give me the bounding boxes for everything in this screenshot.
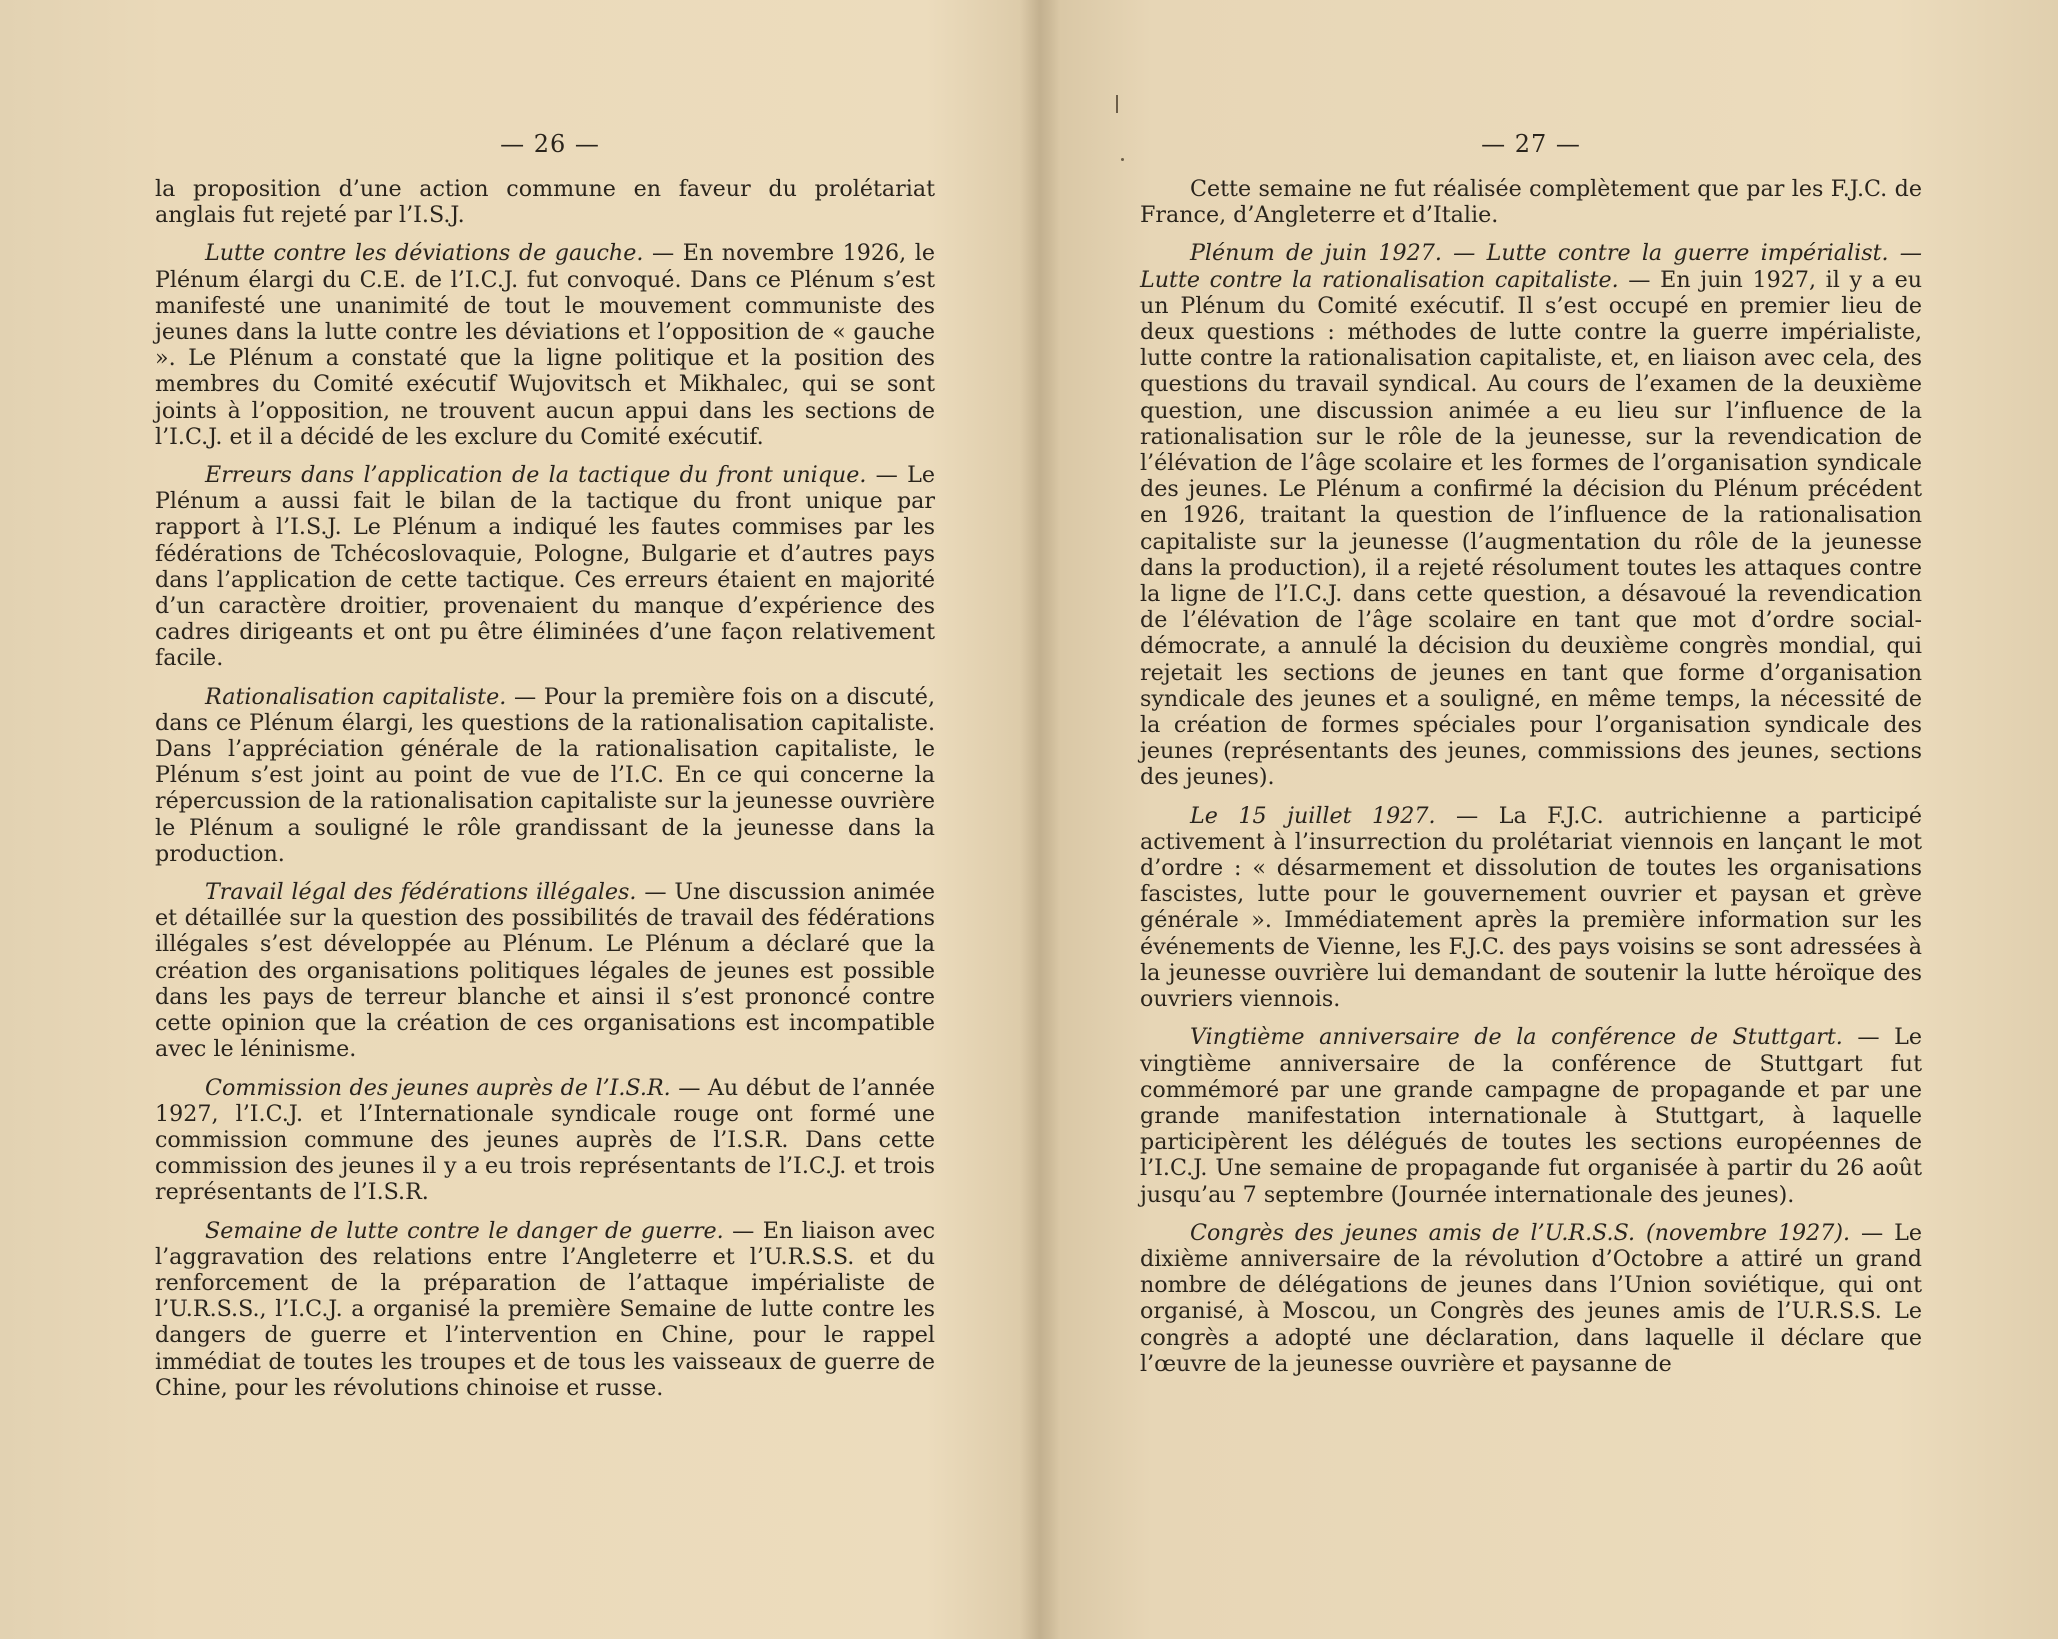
- paragraph: [155, 176, 935, 228]
- paragraph: [155, 1218, 935, 1401]
- book-gutter: [1020, 0, 1060, 1639]
- paragraph: [155, 462, 935, 672]
- paragraph-text: Cette semaine ne fut réalisée complètement que par les F.J.C. de France, d’Angleterre et d’Italie.: [1140, 176, 1922, 229]
- paragraph: [1140, 240, 1922, 790]
- paragraph: [155, 879, 935, 1062]
- dot-mark: [1121, 158, 1124, 161]
- paragraph-text: — Au début de l’année 1927, l’I.C.J. et l’Internationale syndicale rouge ont formé une commission commune des jeunes auprès de l’I.S.R. Dans cette commission des jeunes il y a eu trois représentants de l’I.C.J. et trois représentants de l’I.S.R.: [155, 1074, 936, 1206]
- paragraph-text: — En liaison avec l’aggravation des relations entre l’Angleterre et l’U.R.S.S. et du renforcement de la préparation de l’attaque impérialiste de l’U.R.S.S., l’I.C.J. a organisé la première Semaine de lutte contre les dangers de guerre et l’intervention en Chine, pour le rappel immédiat de toutes les troupes et de tous les vaisseaux de guerre de Chine, pour les révolutions chinoise et russe.: [155, 1217, 935, 1401]
- paragraph-heading: Erreurs dans l’application de la tactique du front unique.: [205, 462, 867, 489]
- paragraph-heading: Commission des jeunes auprès de l’I.S.R.: [205, 1074, 671, 1101]
- page-left: [155, 130, 935, 1413]
- paragraph: [155, 1075, 935, 1206]
- paragraph-text: — Le Plénum a aussi fait le bilan de la tactique du front unique par rapport à l’I.S.J. Le Plénum a indiqué les fautes commises par les fédérations de Tchécoslovaquie, Pologne, Bulgarie et d’autres pays dans l’application de cette tactique. Ces erreurs étaient en majorité d’un caractère droitier, provenaient du manque d’expérience des cadres dirigeants et ont pu être éliminées d’une façon relativement facile.: [155, 462, 935, 672]
- paragraph-text: — En novembre 1926, le Plénum élargi du C.E. de l’I.C.J. fut convoqué. Dans ce Plénum s’est manifesté une unanimité de tout le mouvement communiste des jeunes dans la lutte contre les déviations et l’opposition de « gauche ». Le Plénum a constaté que la ligne politique et la position des membres du Comité exécutif Wujovitsch et Mikhalec, qui se sont joints à l’opposition, ne trouvent aucun appui dans les sections de l’I.C.J. et il a décidé de les exclure du Comité exécutif.: [155, 240, 935, 450]
- paragraph-text: — Le vingtième anniversaire de la conférence de Stuttgart fut commémoré par une grande campagne de propagande et par une grande manifestation internationale à Stuttgart, à laquelle participèrent les délégués de toutes les sections européennes de l’I.C.J. Une semaine de propagande fut organisée à partir du 26 août jusqu’au 7 septembre (Journée internationale des jeunes).: [1140, 1024, 1922, 1208]
- paragraph-heading: Vingtième anniversaire de la conférence de Stuttgart.: [1190, 1024, 1843, 1051]
- paragraph: [155, 684, 935, 867]
- paragraph: [1140, 176, 1922, 228]
- paragraph-text: — Le dixième anniversaire de la révolution d’Octobre a attiré un grand nombre de délégations de jeunes dans l’Union soviétique, qui ont organisé, à Moscou, un Congrès des jeunes amis de l’U.R.S.S. Le congrès a adopté une déclaration, dans laquelle il déclare que l’œuvre de la jeunesse ouvrière et paysanne de: [1140, 1219, 1922, 1377]
- paragraph-heading: Rationalisation capitaliste.: [205, 683, 507, 710]
- paragraph-heading: Congrès des jeunes amis de l’U.R.S.S. (novembre 1927).: [1190, 1219, 1851, 1246]
- paragraph-text: — Une discussion animée et détaillée sur la question des possibilités de travail des fédérations illégales s’est développée au Plénum. Le Plénum a déclaré que la création des organisations politiques légales de jeunes est possible dans les pays de terreur blanche et ainsi il s’est prononcé contre cette opinion que la création de ces organisations est incompatible avec le léninisme.: [155, 879, 935, 1063]
- paragraph: [1140, 803, 1922, 1013]
- paragraph-text: — En juin 1927, il y a eu un Plénum du Comité exécutif. Il s’est occupé en premier lieu de deux questions : méthodes de lutte contre la guerre impérialiste, lutte contre la rationalisation capitaliste, et, en liaison avec cela, des questions du travail syndical. Au cours de l’examen de la deuxième question, une discussion animée a eu lieu sur l’influence de la rationalisation sur le rôle de la jeunesse, sur la revendication de l’élévation de l’âge scolaire et les formes de l’organisation syndicale des jeunes. Le Plénum a confirmé la décision du Plénum précédent en 1926, traitant la question de l’influence de la rationalisation capitaliste sur la jeunesse (l’augmentation du rôle de la jeunesse dans la production), il a rejeté résolument toutes les attaques contre la ligne de l’I.C.J. dans cette question, a désavoué la revendication de l’élévation de l’âge scolaire en tant que mot d’ordre social-démocrate, a annulé la décision du deuxième congrès mondial, qui rejetait les sections de jeunes en tant que forme d’organisation syndicale des jeunes et a souligné, en même temps, la nécessité de la création de formes spéciales pour l’organisation syndicale des jeunes (représentants des jeunes, commissions des jeunes, sections des jeunes).: [1140, 266, 1922, 791]
- paragraph: [155, 240, 935, 450]
- paragraph-heading: Semaine de lutte contre le danger de guerre.: [205, 1217, 724, 1244]
- page-number: — 27 —: [1481, 130, 1581, 158]
- paragraph-text: — Pour la première fois on a discuté, dans ce Plénum élargi, les questions de la rationalisation capitaliste. Dans l’appréciation générale de la rationalisation capitaliste, le Plénum s’est joint au point de vue de l’I.C. En ce qui concerne la répercussion de la rationalisation capitaliste sur la jeunesse ouvrière le Plénum a souligné le rôle grandissant de la jeunesse dans la production.: [155, 683, 935, 867]
- paragraph-text: la proposition d’une action commune en faveur du prolétariat anglais fut rejeté par l’I.S.J.: [155, 176, 935, 229]
- paragraph: [1140, 1220, 1922, 1377]
- paragraph-heading: Le 15 juillet 1927.: [1190, 802, 1436, 829]
- paragraph-heading: Plénum de juin 1927. — Lutte contre la guerre impérialist. — Lutte contre la rationalisation capitaliste.: [1140, 240, 1922, 293]
- paragraph-text: — La F.J.C. autrichienne a participé activement à l’insurrection du prolétariat viennois en lançant le mot d’ordre : « désarmement et dissolution de toutes les organisations fascistes, lutte pour le gouvernement ouvrier et paysan et grève générale ». Immédiatement après la première information sur les événements de Vienne, les F.J.C. des pays voisins se sont adressées à la jeunesse ouvrière lui demandant de soutenir la lutte héroïque des ouvriers viennois.: [1140, 802, 1923, 1013]
- page-right: [1140, 130, 1922, 1389]
- pencil-mark: [1116, 95, 1118, 113]
- page-number: — 26 —: [500, 130, 600, 158]
- paragraph-heading: Lutte contre les déviations de gauche.: [205, 240, 644, 267]
- paragraph-heading: Travail légal des fédérations illégales.: [205, 879, 637, 906]
- paragraph: [1140, 1024, 1922, 1207]
